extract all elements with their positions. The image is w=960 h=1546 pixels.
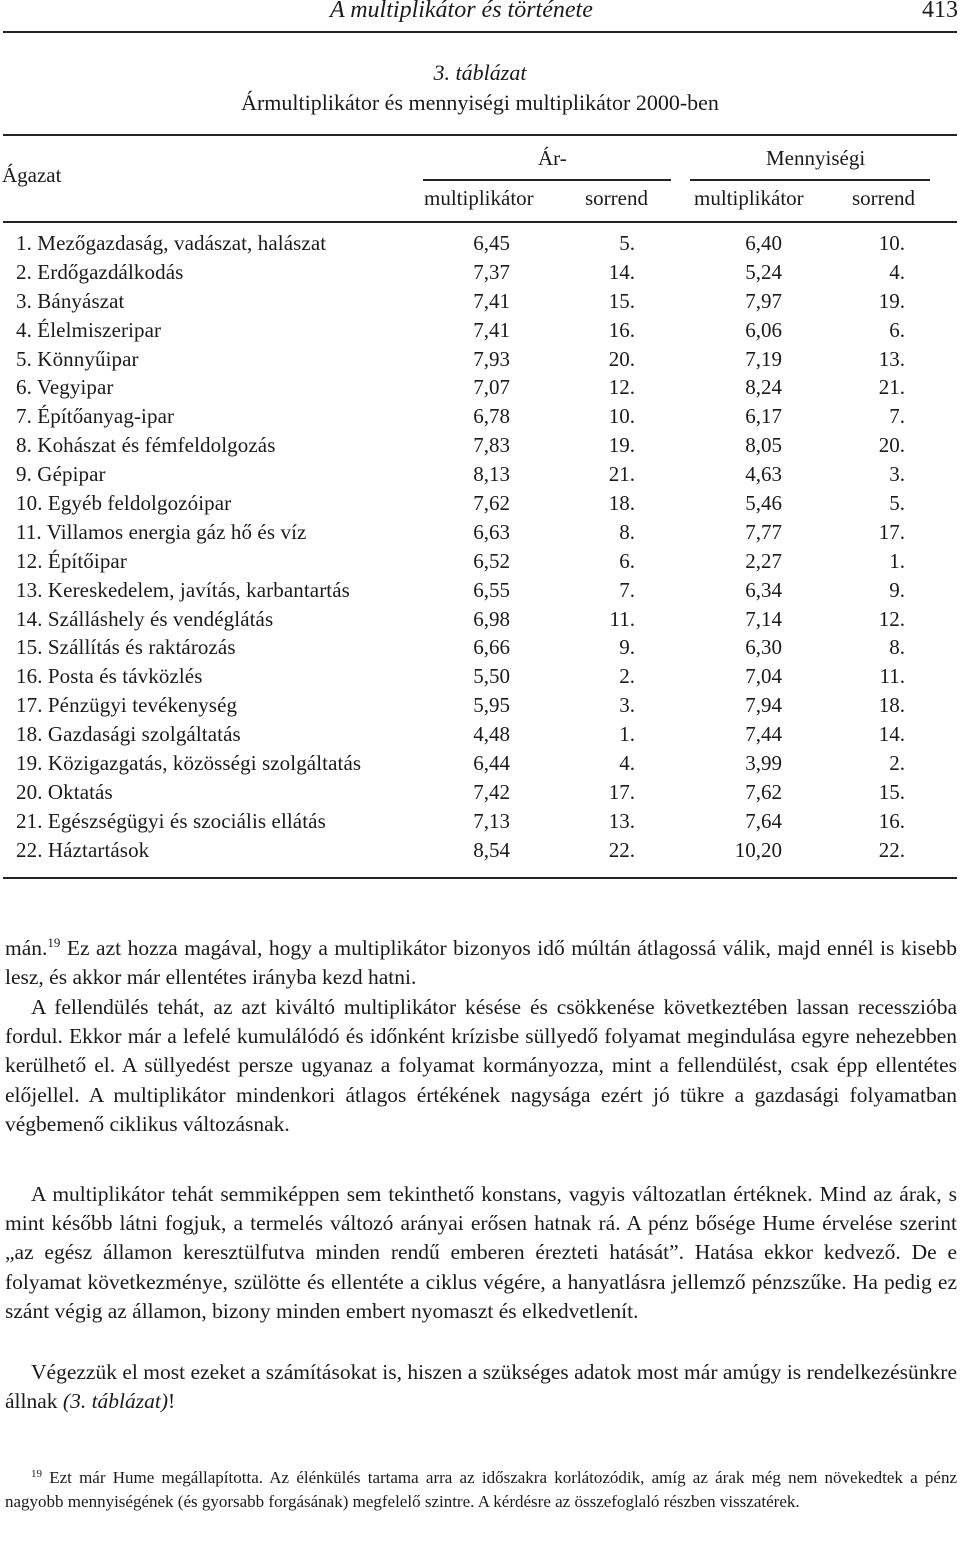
cell-sector-name: 9. Gépipar <box>16 462 106 487</box>
cell-price-multiplier: 4,48 <box>473 722 510 747</box>
cell-sector-name: 10. Egyéb feldolgozóipar <box>16 491 232 516</box>
cell-quantity-multiplier: 6,17 <box>745 404 782 429</box>
cell-sector-name: 7. Építőanyag-ipar <box>16 404 175 429</box>
cell-quantity-multiplier: 3,99 <box>745 751 782 776</box>
cell-price-rank: 9. <box>619 635 635 660</box>
cell-price-rank: 12. <box>608 375 635 400</box>
body-text: Végezzük el most ezeket a számításokat is, hiszen a szükséges adatok most már amúgy is rendelkezésünkre állnak <box>5 1360 957 1414</box>
cell-price-rank: 1. <box>619 722 635 747</box>
cell-price-multiplier: 6,63 <box>473 519 510 544</box>
cell-price-rank: 7. <box>619 577 635 602</box>
cell-quantity-multiplier: 7,19 <box>745 346 782 371</box>
cell-quantity-multiplier: 2,27 <box>745 548 782 573</box>
cell-quantity-rank: 5. <box>889 491 905 516</box>
cell-price-rank: 10. <box>608 404 635 429</box>
cell-quantity-multiplier: 6,30 <box>745 635 782 660</box>
group-header-quantity: Mennyiségi <box>766 146 866 170</box>
cell-sector-name: 1. Mezőgazdaság, vadászat, halászat <box>16 231 327 255</box>
col-header-sector: Ágazat <box>2 163 62 187</box>
cell-price-multiplier: 5,95 <box>473 693 510 718</box>
col-header-price-multiplier: multiplikátor <box>424 186 534 210</box>
cell-sector-name: 15. Szállítás és raktározás <box>16 635 236 660</box>
cell-quantity-multiplier: 6,06 <box>745 317 782 342</box>
cell-quantity-rank: 10. <box>878 231 905 255</box>
table-row <box>0 749 960 778</box>
running-header <box>0 0 960 30</box>
cell-price-rank: 2. <box>619 664 635 689</box>
cell-quantity-rank: 7. <box>889 404 905 429</box>
cell-price-rank: 4. <box>619 751 635 776</box>
page-number: 413 <box>922 0 958 23</box>
cell-price-rank: 6. <box>619 548 635 573</box>
cell-price-multiplier: 6,45 <box>473 231 510 255</box>
cell-price-multiplier: 6,44 <box>473 751 510 776</box>
cell-quantity-multiplier: 7,77 <box>745 519 782 544</box>
cell-sector-name: 13. Kereskedelem, javítás, karbantartás <box>16 577 350 602</box>
cell-quantity-multiplier: 7,62 <box>745 779 782 804</box>
cell-price-rank: 20. <box>608 346 635 371</box>
cell-sector-name: 2. Erdőgazdálkodás <box>16 259 184 284</box>
table-row <box>0 605 960 634</box>
group-underline-price <box>423 179 671 181</box>
cell-price-rank: 21. <box>608 462 635 487</box>
table-row <box>0 576 960 605</box>
cell-price-multiplier: 5,50 <box>473 664 510 689</box>
cell-quantity-rank: 21. <box>878 375 905 400</box>
header-rule <box>3 31 957 33</box>
footnote-reference: 19 <box>47 935 61 950</box>
cell-sector-name: 11. Villamos energia gáz hő és víz <box>16 519 307 544</box>
cell-quantity-multiplier: 7,94 <box>745 693 782 718</box>
cell-price-multiplier: 7,93 <box>473 346 510 371</box>
cell-quantity-rank: 11. <box>879 664 905 689</box>
cell-quantity-rank: 14. <box>878 722 905 747</box>
cell-quantity-rank: 20. <box>878 433 905 458</box>
body-paragraph-1 <box>5 934 957 992</box>
cell-price-rank: 16. <box>608 317 635 342</box>
cell-price-multiplier: 7,07 <box>473 375 510 400</box>
cell-sector-name: 14. Szálláshely és vendéglátás <box>16 606 274 631</box>
table-row <box>0 807 960 836</box>
cell-sector-name: 17. Pénzügyi tevékenység <box>16 693 238 718</box>
cell-quantity-rank: 12. <box>878 606 905 631</box>
footnote-text: Ezt már Hume megállapította. Az élénkülés tartama arra az időszakra korlátozódik, amíg az árak még nem növekedtek a pénz nagyobb mennyiségének (és gyorsabb forgásának) megfelelő szintre. A kérdésre az összefoglaló részben visszatérek. <box>5 1468 957 1511</box>
cell-quantity-multiplier: 6,34 <box>745 577 782 602</box>
cell-price-rank: 13. <box>608 808 635 833</box>
cell-sector-name: 22. Háztartások <box>16 837 150 862</box>
footnote-marker: 19 <box>31 1468 42 1480</box>
cell-price-multiplier: 6,55 <box>473 577 510 602</box>
group-header-price: Ár- <box>538 146 567 170</box>
cell-price-multiplier: 7,83 <box>473 433 510 458</box>
cell-quantity-multiplier: 4,63 <box>745 462 782 487</box>
cell-price-rank: 11. <box>609 606 635 631</box>
cell-quantity-rank: 6. <box>889 317 905 342</box>
running-title: A multiplikátor és története <box>330 0 593 23</box>
cell-price-multiplier: 6,98 <box>473 606 510 631</box>
table-header-rule <box>3 221 957 223</box>
table-row <box>0 547 960 576</box>
cell-sector-name: 19. Közigazgatás, közösségi szolgáltatás <box>16 751 362 776</box>
cell-price-multiplier: 6,66 <box>473 635 510 660</box>
cell-quantity-rank: 1. <box>889 548 905 573</box>
table-row <box>0 778 960 807</box>
table-row <box>0 373 960 402</box>
body-paragraph-3: A multiplikátor tehát semmiképpen sem tekinthető konstans, vagyis változatlan értéknek. Mind az árak, s mint később látni fogjuk, a termelés változó arányai erősen hatnak rá. A pénz bősége Hume érvelése szerint „az egész államon keresztülfutva minden rendű emberen érezteti hatását”. Hatása ekkor kedvező. De e folyamat következménye, szülötte és ellentéte a ciklus végére, a hanyatlásra jellemző pénzszűke. Ha pedig ez szánt végig az államon, bizony minden embert nyomaszt és elkedvetlenít. <box>5 1182 957 1323</box>
cell-price-rank: 18. <box>608 491 635 516</box>
cell-price-rank: 17. <box>608 779 635 804</box>
table-row <box>0 489 960 518</box>
table-row <box>0 662 960 691</box>
table-top-rule <box>3 134 957 136</box>
cell-price-multiplier: 7,42 <box>473 779 510 804</box>
cell-sector-name: 6. Vegyipar <box>16 375 114 400</box>
cell-sector-name: 18. Gazdasági szolgáltatás <box>16 722 241 747</box>
table-row <box>0 431 960 460</box>
table-row <box>0 258 960 287</box>
cell-price-rank: 8. <box>619 519 635 544</box>
table-row <box>0 633 960 662</box>
cell-quantity-rank: 13. <box>878 346 905 371</box>
cell-quantity-multiplier: 7,64 <box>745 808 782 833</box>
cell-sector-name: 12. Építőipar <box>16 548 127 573</box>
table-row <box>0 518 960 547</box>
cell-price-rank: 15. <box>608 288 635 313</box>
cell-quantity-rank: 19. <box>878 288 905 313</box>
cell-price-multiplier: 7,13 <box>473 808 510 833</box>
table-row <box>0 836 960 865</box>
cell-quantity-rank: 4. <box>889 259 905 284</box>
cell-quantity-multiplier: 5,24 <box>745 259 782 284</box>
cell-sector-name: 16. Posta és távközlés <box>16 664 203 689</box>
cell-price-multiplier: 7,37 <box>473 259 510 284</box>
body-text: Ez azt hozza magával, hogy a multiplikátor bizonyos idő múltán átlagossá válik, majd ennél is kisebb lesz, és akkor már ellentétes irányba kezd hatni. <box>5 936 957 990</box>
cell-sector-name: 8. Kohászat és fémfeldolgozás <box>16 433 276 458</box>
cell-price-rank: 5. <box>619 231 635 255</box>
cell-price-multiplier: 7,41 <box>473 317 510 342</box>
table-caption-number: 3. táblázat <box>433 60 527 85</box>
cell-sector-name: 5. Könnyűipar <box>16 346 139 371</box>
footnote <box>5 1466 957 1513</box>
cell-quantity-rank: 3. <box>889 462 905 487</box>
cell-quantity-multiplier: 5,46 <box>745 491 782 516</box>
cell-sector-name: 20. Oktatás <box>16 779 113 804</box>
table-caption-title: Ármultiplikátor és mennyiségi multiplikátor 2000-ben <box>241 90 719 115</box>
cell-quantity-multiplier: 7,04 <box>745 664 782 689</box>
cell-quantity-rank: 16. <box>878 808 905 833</box>
body-text: ! <box>168 1389 176 1414</box>
cell-quantity-rank: 18. <box>878 693 905 718</box>
cell-price-multiplier: 7,62 <box>473 491 510 516</box>
cell-price-rank: 22. <box>608 837 635 862</box>
cell-quantity-rank: 15. <box>878 779 905 804</box>
col-header-price-rank: sorrend <box>585 186 648 210</box>
table-bottom-rule <box>3 877 957 879</box>
cell-quantity-multiplier: 8,05 <box>745 433 782 458</box>
cell-quantity-multiplier: 7,44 <box>745 722 782 747</box>
cell-price-multiplier: 7,41 <box>473 288 510 313</box>
cell-price-rank: 19. <box>608 433 635 458</box>
cell-price-multiplier: 6,52 <box>473 548 510 573</box>
col-header-quantity-rank: sorrend <box>852 186 915 210</box>
cell-quantity-multiplier: 8,24 <box>745 375 782 400</box>
group-underline-quantity <box>690 179 930 181</box>
table-row <box>0 402 960 431</box>
cell-quantity-multiplier: 10,20 <box>734 837 782 862</box>
cell-quantity-rank: 8. <box>889 635 905 660</box>
cell-sector-name: 4. Élelmiszeripar <box>16 317 162 342</box>
cell-price-multiplier: 8,13 <box>473 462 510 487</box>
cell-price-rank: 3. <box>619 693 635 718</box>
cell-quantity-multiplier: 6,40 <box>745 231 782 255</box>
table-row <box>0 345 960 374</box>
cell-sector-name: 21. Egészségügyi és szociális ellátás <box>16 808 326 833</box>
table-row <box>0 720 960 749</box>
body-paragraph-4 <box>5 1358 957 1416</box>
cell-price-multiplier: 6,78 <box>473 404 510 429</box>
cell-quantity-rank: 9. <box>889 577 905 602</box>
cell-sector-name: 3. Bányászat <box>16 288 125 313</box>
cell-price-rank: 14. <box>608 259 635 284</box>
col-header-quantity-multiplier: multiplikátor <box>694 186 804 210</box>
cell-quantity-multiplier: 7,14 <box>745 606 782 631</box>
body-text: mán. <box>5 936 48 960</box>
table-row <box>0 287 960 316</box>
table-reference: (3. táblázat) <box>62 1389 169 1414</box>
table-row <box>0 691 960 720</box>
cell-quantity-rank: 17. <box>878 519 905 544</box>
cell-quantity-multiplier: 7,97 <box>745 288 782 313</box>
cell-quantity-rank: 22. <box>878 837 905 862</box>
table-row <box>0 229 960 258</box>
cell-quantity-rank: 2. <box>889 751 905 776</box>
table-row <box>0 316 960 345</box>
cell-price-multiplier: 8,54 <box>473 837 510 862</box>
table-row <box>0 460 960 489</box>
body-paragraph-2: A fellendülés tehát, az azt kiváltó multiplikátor késése és csökkenése következtében lassan recesszióba fordul. Ekkor már a lefelé kumulálódó és időnként krízisbe süllyedő folyamat megindulása egyre nehezebben kerülhető el. A süllyedést persze ugyanaz a folyamat kormányozza, mint a fellendülést, csak épp ellentétes előjellel. A multiplikátor mindenkori átlagos értékének nagysága ezért jó tükre a gazdasági folyamatban végbemenő ciklikus változásnak. <box>5 995 957 1136</box>
table-body <box>0 229 960 865</box>
